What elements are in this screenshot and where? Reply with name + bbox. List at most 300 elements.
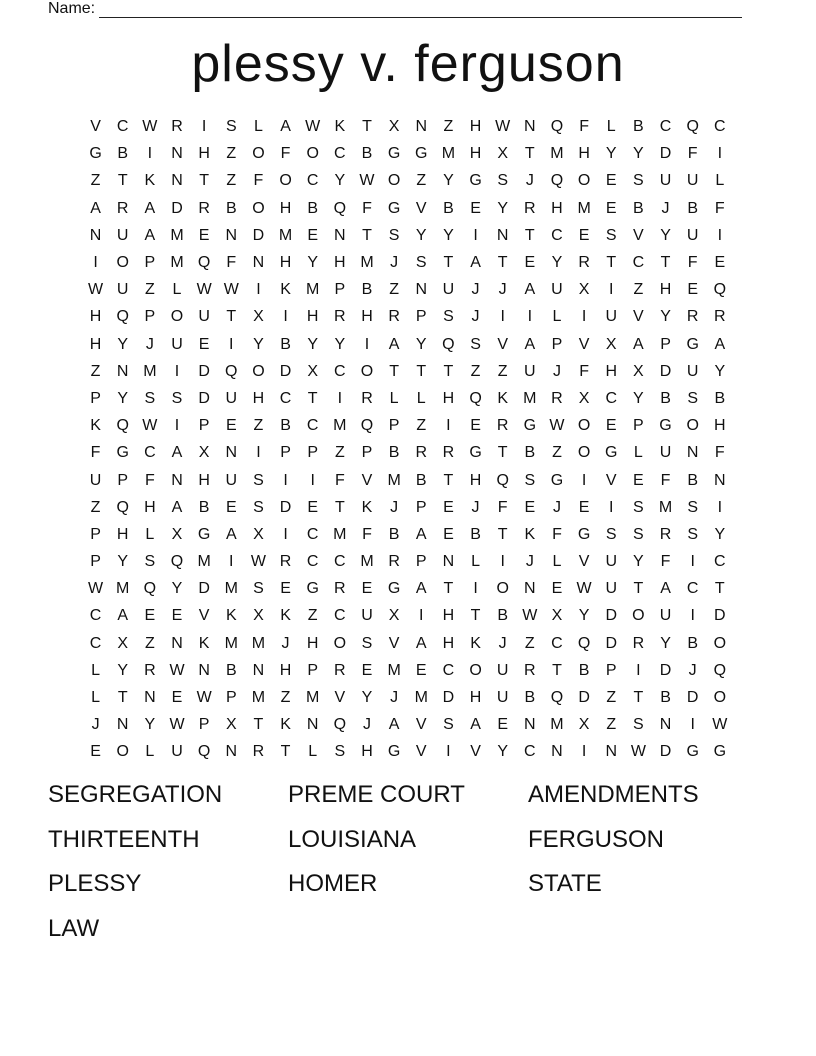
grid-letter[interactable]: Q bbox=[550, 689, 564, 707]
grid-letter[interactable]: I bbox=[717, 145, 723, 163]
grid-letter[interactable]: O bbox=[116, 254, 129, 272]
grid-letter[interactable]: C bbox=[442, 661, 455, 679]
grid-letter[interactable]: E bbox=[415, 661, 427, 679]
grid-letter[interactable]: V bbox=[578, 553, 590, 571]
grid-letter[interactable]: C bbox=[306, 417, 319, 435]
grid-letter[interactable]: O bbox=[686, 417, 699, 435]
grid-letter[interactable]: T bbox=[362, 118, 372, 136]
grid-letter[interactable]: L bbox=[91, 661, 101, 679]
grid-letter[interactable]: T bbox=[633, 689, 644, 707]
grid-letter[interactable]: D bbox=[686, 689, 699, 707]
grid-letter[interactable]: S bbox=[144, 389, 156, 407]
grid-letter[interactable]: G bbox=[713, 743, 727, 761]
grid-letter[interactable]: H bbox=[442, 607, 455, 625]
grid-letter[interactable]: Q bbox=[469, 389, 482, 407]
grid-letter[interactable]: H bbox=[659, 281, 672, 299]
grid-letter[interactable]: G bbox=[469, 444, 482, 462]
name-underline[interactable] bbox=[99, 2, 742, 18]
grid-letter[interactable]: P bbox=[90, 553, 101, 571]
grid-letter[interactable]: G bbox=[469, 172, 482, 190]
grid-letter[interactable]: A bbox=[524, 335, 536, 353]
grid-letter[interactable]: G bbox=[387, 743, 401, 761]
grid-letter[interactable]: D bbox=[605, 634, 618, 652]
grid-letter[interactable]: A bbox=[388, 335, 400, 353]
grid-letter[interactable]: R bbox=[334, 580, 346, 598]
grid-letter[interactable]: M bbox=[251, 634, 266, 652]
grid-letter[interactable]: C bbox=[334, 362, 346, 380]
grid-letter[interactable]: W bbox=[712, 716, 728, 734]
grid-letter[interactable]: V bbox=[470, 743, 481, 761]
grid-letter[interactable]: M bbox=[360, 254, 374, 272]
grid-letter[interactable]: Q bbox=[360, 417, 374, 435]
grid-letter[interactable]: N bbox=[225, 444, 238, 462]
grid-letter[interactable]: A bbox=[117, 607, 129, 625]
grid-letter[interactable]: N bbox=[415, 118, 428, 136]
grid-letter[interactable]: S bbox=[633, 525, 644, 543]
grid-letter[interactable]: S bbox=[144, 553, 156, 571]
grid-letter[interactable]: A bbox=[90, 199, 101, 217]
grid-letter[interactable]: E bbox=[714, 254, 726, 272]
grid-letter[interactable]: O bbox=[252, 199, 265, 217]
grid-letter[interactable]: N bbox=[442, 553, 455, 571]
grid-letter[interactable]: P bbox=[144, 254, 156, 272]
grid-letter[interactable]: A bbox=[470, 254, 481, 272]
grid-letter[interactable]: R bbox=[388, 308, 400, 326]
grid-letter[interactable]: C bbox=[89, 634, 102, 652]
grid-letter[interactable]: M bbox=[550, 145, 564, 163]
grid-letter[interactable]: I bbox=[419, 607, 424, 625]
grid-letter[interactable]: M bbox=[224, 634, 238, 652]
grid-letter[interactable]: E bbox=[307, 226, 319, 244]
grid-letter[interactable]: Y bbox=[605, 145, 617, 163]
grid-letter[interactable]: T bbox=[307, 389, 318, 407]
grid-letter[interactable]: U bbox=[551, 281, 563, 299]
grid-letter[interactable]: I bbox=[581, 471, 587, 489]
grid-letter[interactable]: T bbox=[714, 580, 725, 598]
grid-letter[interactable]: N bbox=[171, 634, 183, 652]
grid-letter[interactable]: F bbox=[334, 471, 345, 489]
grid-letter[interactable]: Y bbox=[144, 716, 156, 734]
grid-letter[interactable]: Y bbox=[551, 254, 563, 272]
grid-letter[interactable]: Y bbox=[660, 634, 671, 652]
grid-letter[interactable]: N bbox=[225, 226, 238, 244]
grid-letter[interactable]: Z bbox=[253, 417, 264, 435]
grid-letter[interactable]: J bbox=[281, 634, 290, 652]
grid-letter[interactable]: K bbox=[144, 172, 156, 190]
grid-letter[interactable]: G bbox=[605, 444, 618, 462]
grid-letter[interactable]: X bbox=[551, 607, 563, 625]
grid-letter[interactable]: U bbox=[496, 661, 509, 679]
grid-letter[interactable]: M bbox=[414, 689, 428, 707]
grid-letter[interactable]: S bbox=[605, 525, 617, 543]
grid-letter[interactable]: R bbox=[442, 444, 455, 462]
grid-letter[interactable]: A bbox=[415, 580, 427, 598]
grid-letter[interactable]: P bbox=[117, 471, 129, 489]
grid-letter[interactable]: G bbox=[89, 145, 102, 163]
grid-letter[interactable]: V bbox=[90, 118, 101, 136]
grid-letter[interactable]: T bbox=[524, 145, 535, 163]
grid-letter[interactable]: Z bbox=[307, 607, 318, 625]
grid-letter[interactable]: N bbox=[252, 254, 265, 272]
grid-letter[interactable]: A bbox=[415, 634, 427, 652]
grid-letter[interactable]: S bbox=[633, 716, 644, 734]
grid-letter[interactable]: Y bbox=[443, 172, 454, 190]
grid-letter[interactable]: C bbox=[334, 553, 346, 571]
grid-letter[interactable]: O bbox=[387, 172, 401, 190]
grid-letter[interactable]: M bbox=[360, 553, 374, 571]
grid-letter[interactable]: I bbox=[717, 498, 723, 516]
grid-letter[interactable]: I bbox=[337, 389, 343, 407]
grid-letter[interactable]: U bbox=[171, 743, 183, 761]
grid-letter[interactable]: U bbox=[496, 689, 509, 707]
grid-letter[interactable]: C bbox=[334, 607, 346, 625]
grid-letter[interactable]: P bbox=[198, 716, 210, 734]
grid-letter[interactable]: E bbox=[144, 607, 156, 625]
grid-letter[interactable]: K bbox=[361, 498, 373, 516]
grid-letter[interactable]: L bbox=[416, 389, 426, 407]
grid-letter[interactable]: I bbox=[500, 553, 505, 571]
grid-letter[interactable]: W bbox=[630, 743, 646, 761]
grid-letter[interactable]: A bbox=[524, 281, 536, 299]
grid-letter[interactable]: H bbox=[469, 471, 482, 489]
grid-letter[interactable]: I bbox=[446, 417, 451, 435]
grid-letter[interactable]: Q bbox=[577, 634, 591, 652]
grid-letter[interactable]: E bbox=[90, 743, 101, 761]
grid-letter[interactable]: X bbox=[388, 607, 400, 625]
grid-letter[interactable]: O bbox=[306, 145, 319, 163]
grid-letter[interactable]: E bbox=[687, 281, 698, 299]
grid-letter[interactable]: R bbox=[524, 199, 536, 217]
grid-letter[interactable]: H bbox=[469, 145, 482, 163]
grid-letter[interactable]: B bbox=[524, 689, 536, 707]
grid-letter[interactable]: I bbox=[636, 661, 641, 679]
grid-letter[interactable]: S bbox=[443, 308, 454, 326]
grid-letter[interactable]: R bbox=[144, 661, 156, 679]
grid-letter[interactable]: X bbox=[633, 362, 644, 380]
grid-letter[interactable]: J bbox=[471, 498, 480, 516]
grid-letter[interactable]: E bbox=[578, 498, 590, 516]
grid-letter[interactable]: E bbox=[198, 226, 210, 244]
grid-letter[interactable]: Z bbox=[144, 634, 155, 652]
grid-letter[interactable]: X bbox=[307, 362, 319, 380]
grid-letter[interactable]: Q bbox=[496, 471, 509, 489]
grid-letter[interactable]: X bbox=[388, 118, 400, 136]
grid-letter[interactable]: M bbox=[170, 226, 184, 244]
grid-letter[interactable]: F bbox=[579, 118, 589, 136]
grid-letter[interactable]: P bbox=[225, 689, 237, 707]
grid-letter[interactable]: Q bbox=[197, 743, 211, 761]
grid-letter[interactable]: U bbox=[659, 444, 672, 462]
grid-letter[interactable]: L bbox=[552, 553, 562, 571]
grid-letter[interactable]: F bbox=[90, 444, 101, 462]
grid-letter[interactable]: Y bbox=[578, 607, 590, 625]
grid-letter[interactable]: X bbox=[578, 716, 590, 734]
grid-letter[interactable]: F bbox=[714, 444, 725, 462]
grid-letter[interactable]: X bbox=[253, 607, 264, 625]
grid-letter[interactable]: N bbox=[659, 716, 672, 734]
grid-letter[interactable]: M bbox=[658, 498, 673, 516]
grid-letter[interactable]: P bbox=[144, 308, 156, 326]
grid-letter[interactable]: M bbox=[550, 716, 564, 734]
grid-letter[interactable]: O bbox=[713, 689, 727, 707]
grid-letter[interactable]: M bbox=[143, 362, 157, 380]
grid-letter[interactable]: Q bbox=[550, 118, 564, 136]
grid-letter[interactable]: H bbox=[361, 308, 373, 326]
grid-letter[interactable]: A bbox=[171, 498, 183, 516]
grid-letter[interactable]: E bbox=[361, 661, 373, 679]
grid-letter[interactable]: B bbox=[660, 689, 671, 707]
grid-letter[interactable]: T bbox=[660, 254, 671, 272]
grid-letter[interactable]: K bbox=[470, 634, 481, 652]
grid-letter[interactable]: H bbox=[469, 689, 482, 707]
grid-letter[interactable]: B bbox=[225, 199, 237, 217]
grid-letter[interactable]: H bbox=[279, 199, 292, 217]
grid-letter[interactable]: Y bbox=[415, 226, 427, 244]
grid-letter[interactable]: X bbox=[171, 525, 183, 543]
grid-letter[interactable]: G bbox=[387, 145, 401, 163]
grid-letter[interactable]: N bbox=[89, 226, 102, 244]
grid-letter[interactable]: P bbox=[307, 444, 319, 462]
grid-letter[interactable]: L bbox=[552, 308, 562, 326]
grid-letter[interactable]: R bbox=[334, 661, 346, 679]
grid-letter[interactable]: N bbox=[144, 689, 156, 707]
grid-letter[interactable]: Y bbox=[253, 335, 264, 353]
grid-letter[interactable]: S bbox=[687, 389, 698, 407]
grid-letter[interactable]: C bbox=[144, 444, 156, 462]
grid-letter[interactable]: U bbox=[171, 335, 183, 353]
grid-letter[interactable]: X bbox=[198, 444, 210, 462]
grid-letter[interactable]: Y bbox=[361, 689, 373, 707]
grid-letter[interactable]: D bbox=[198, 362, 210, 380]
grid-letter[interactable]: X bbox=[497, 145, 509, 163]
grid-letter[interactable]: B bbox=[225, 661, 237, 679]
grid-letter[interactable]: R bbox=[116, 199, 129, 217]
grid-letter[interactable]: G bbox=[659, 417, 672, 435]
grid-letter[interactable]: H bbox=[252, 389, 265, 407]
grid-letter[interactable]: C bbox=[306, 525, 319, 543]
grid-letter[interactable]: S bbox=[253, 498, 264, 516]
grid-letter[interactable]: B bbox=[687, 634, 698, 652]
grid-letter[interactable]: T bbox=[117, 689, 128, 707]
grid-letter[interactable]: W bbox=[196, 689, 212, 707]
grid-letter[interactable]: B bbox=[687, 199, 698, 217]
grid-letter[interactable]: W bbox=[522, 607, 538, 625]
grid-letter[interactable]: T bbox=[334, 498, 345, 516]
grid-letter[interactable]: I bbox=[147, 145, 153, 163]
grid-letter[interactable]: N bbox=[252, 661, 265, 679]
grid-letter[interactable]: O bbox=[360, 362, 374, 380]
grid-letter[interactable]: M bbox=[278, 226, 293, 244]
grid-letter[interactable]: N bbox=[306, 716, 319, 734]
grid-letter[interactable]: V bbox=[361, 471, 373, 489]
grid-letter[interactable]: X bbox=[253, 525, 264, 543]
grid-letter[interactable]: D bbox=[171, 199, 183, 217]
grid-letter[interactable]: S bbox=[633, 498, 644, 516]
grid-letter[interactable]: S bbox=[524, 471, 536, 489]
grid-letter[interactable]: Y bbox=[660, 226, 671, 244]
grid-letter[interactable]: B bbox=[470, 525, 481, 543]
grid-letter[interactable]: R bbox=[252, 743, 265, 761]
grid-letter[interactable]: T bbox=[443, 471, 454, 489]
grid-letter[interactable]: D bbox=[714, 607, 726, 625]
grid-letter[interactable]: Z bbox=[280, 689, 291, 707]
grid-letter[interactable]: Q bbox=[713, 661, 727, 679]
grid-letter[interactable]: D bbox=[442, 689, 455, 707]
grid-letter[interactable]: S bbox=[415, 254, 427, 272]
grid-letter[interactable]: E bbox=[524, 498, 536, 516]
grid-letter[interactable]: Y bbox=[714, 362, 726, 380]
grid-letter[interactable]: U bbox=[605, 580, 618, 598]
grid-letter[interactable]: I bbox=[174, 362, 180, 380]
grid-letter[interactable]: Z bbox=[524, 634, 535, 652]
grid-letter[interactable]: V bbox=[497, 335, 509, 353]
grid-letter[interactable]: T bbox=[280, 743, 291, 761]
grid-letter[interactable]: H bbox=[279, 254, 292, 272]
grid-letter[interactable]: O bbox=[252, 145, 265, 163]
grid-letter[interactable]: Q bbox=[442, 335, 455, 353]
grid-letter[interactable]: L bbox=[389, 389, 399, 407]
grid-letter[interactable]: S bbox=[470, 335, 481, 353]
grid-letter[interactable]: V bbox=[605, 471, 617, 489]
grid-letter[interactable]: U bbox=[605, 553, 618, 571]
grid-letter[interactable]: E bbox=[470, 199, 481, 217]
grid-letter[interactable]: O bbox=[116, 743, 129, 761]
grid-letter[interactable]: S bbox=[687, 525, 698, 543]
grid-letter[interactable]: N bbox=[551, 743, 563, 761]
grid-letter[interactable]: J bbox=[498, 281, 507, 299]
grid-letter[interactable]: E bbox=[443, 498, 454, 516]
grid-letter[interactable]: H bbox=[279, 661, 292, 679]
grid-letter[interactable]: R bbox=[334, 308, 346, 326]
grid-letter[interactable]: T bbox=[226, 308, 237, 326]
grid-letter[interactable]: Z bbox=[470, 362, 481, 380]
grid-letter[interactable]: Y bbox=[633, 389, 644, 407]
grid-letter[interactable]: N bbox=[116, 716, 129, 734]
grid-letter[interactable]: W bbox=[169, 716, 185, 734]
grid-letter[interactable]: T bbox=[416, 362, 427, 380]
grid-letter[interactable]: H bbox=[578, 145, 590, 163]
grid-letter[interactable]: I bbox=[283, 471, 288, 489]
grid-letter[interactable]: Y bbox=[497, 199, 509, 217]
grid-letter[interactable]: E bbox=[225, 498, 237, 516]
grid-letter[interactable]: O bbox=[632, 607, 645, 625]
grid-letter[interactable]: X bbox=[578, 281, 590, 299]
grid-letter[interactable]: B bbox=[198, 498, 210, 516]
grid-letter[interactable]: I bbox=[581, 743, 587, 761]
grid-letter[interactable]: Z bbox=[606, 689, 617, 707]
grid-letter[interactable]: U bbox=[659, 607, 672, 625]
grid-letter[interactable]: R bbox=[361, 389, 373, 407]
grid-letter[interactable]: Q bbox=[713, 281, 727, 299]
grid-letter[interactable]: B bbox=[687, 471, 698, 489]
grid-letter[interactable]: K bbox=[90, 417, 101, 435]
grid-letter[interactable]: I bbox=[256, 444, 261, 462]
grid-letter[interactable]: E bbox=[307, 498, 319, 516]
grid-letter[interactable]: Y bbox=[171, 580, 183, 598]
grid-letter[interactable]: Y bbox=[117, 335, 129, 353]
grid-letter[interactable]: Q bbox=[550, 172, 564, 190]
grid-letter[interactable]: J bbox=[688, 661, 697, 679]
grid-letter[interactable]: N bbox=[334, 226, 346, 244]
grid-letter[interactable]: G bbox=[306, 580, 319, 598]
grid-letter[interactable]: B bbox=[307, 199, 319, 217]
grid-letter[interactable]: M bbox=[170, 254, 184, 272]
grid-letter[interactable]: D bbox=[659, 661, 672, 679]
grid-letter[interactable]: L bbox=[308, 743, 318, 761]
grid-letter[interactable]: O bbox=[496, 580, 509, 598]
grid-letter[interactable]: O bbox=[170, 308, 184, 326]
grid-letter[interactable]: Y bbox=[334, 335, 346, 353]
grid-letter[interactable]: N bbox=[686, 444, 699, 462]
grid-letter[interactable]: W bbox=[549, 417, 565, 435]
grid-letter[interactable]: O bbox=[577, 444, 591, 462]
grid-letter[interactable]: R bbox=[632, 634, 645, 652]
name-field[interactable] bbox=[48, 0, 742, 18]
grid-letter[interactable]: I bbox=[229, 335, 234, 353]
grid-letter[interactable]: T bbox=[633, 580, 644, 598]
grid-letter[interactable]: R bbox=[171, 118, 183, 136]
grid-letter[interactable]: F bbox=[280, 145, 291, 163]
grid-letter[interactable]: K bbox=[198, 634, 210, 652]
grid-letter[interactable]: C bbox=[659, 118, 672, 136]
grid-letter[interactable]: U bbox=[442, 281, 455, 299]
grid-letter[interactable]: N bbox=[524, 118, 536, 136]
grid-letter[interactable]: J bbox=[390, 498, 399, 516]
grid-letter[interactable]: V bbox=[334, 689, 346, 707]
grid-letter[interactable]: Y bbox=[633, 553, 644, 571]
grid-letter[interactable]: T bbox=[497, 254, 508, 272]
grid-letter[interactable]: Z bbox=[144, 281, 155, 299]
grid-letter[interactable]: J bbox=[525, 172, 534, 190]
grid-letter[interactable]: V bbox=[633, 226, 644, 244]
grid-letter[interactable]: G bbox=[387, 199, 401, 217]
grid-letter[interactable]: A bbox=[388, 716, 400, 734]
grid-letter[interactable]: F bbox=[497, 498, 508, 516]
grid-letter[interactable]: P bbox=[388, 417, 400, 435]
grid-letter[interactable]: S bbox=[334, 743, 346, 761]
grid-letter[interactable]: H bbox=[306, 308, 319, 326]
grid-letter[interactable]: A bbox=[171, 444, 183, 462]
grid-letter[interactable]: U bbox=[116, 226, 129, 244]
grid-letter[interactable]: D bbox=[578, 689, 590, 707]
grid-letter[interactable]: U bbox=[225, 471, 238, 489]
grid-letter[interactable]: W bbox=[142, 118, 158, 136]
grid-letter[interactable]: H bbox=[89, 335, 102, 353]
grid-letter[interactable]: O bbox=[252, 362, 265, 380]
grid-letter[interactable]: L bbox=[91, 689, 101, 707]
grid-letter[interactable]: D bbox=[279, 498, 292, 516]
grid-letter[interactable]: I bbox=[500, 308, 505, 326]
grid-letter[interactable]: R bbox=[686, 308, 699, 326]
grid-letter[interactable]: W bbox=[142, 417, 158, 435]
grid-letter[interactable]: Q bbox=[116, 308, 129, 326]
grid-letter[interactable]: P bbox=[280, 444, 291, 462]
grid-letter[interactable]: P bbox=[415, 553, 427, 571]
grid-letter[interactable]: M bbox=[387, 471, 401, 489]
grid-letter[interactable]: B bbox=[660, 389, 671, 407]
grid-letter[interactable]: N bbox=[171, 471, 183, 489]
grid-letter[interactable]: N bbox=[198, 661, 210, 679]
grid-letter[interactable]: N bbox=[524, 716, 536, 734]
grid-letter[interactable]: U bbox=[116, 281, 129, 299]
grid-letter[interactable]: X bbox=[117, 634, 129, 652]
grid-letter[interactable]: W bbox=[250, 553, 266, 571]
grid-letter[interactable]: Y bbox=[497, 743, 509, 761]
grid-letter[interactable]: M bbox=[333, 525, 347, 543]
grid-letter[interactable]: S bbox=[605, 226, 617, 244]
grid-letter[interactable]: K bbox=[497, 389, 509, 407]
grid-letter[interactable]: N bbox=[714, 471, 726, 489]
